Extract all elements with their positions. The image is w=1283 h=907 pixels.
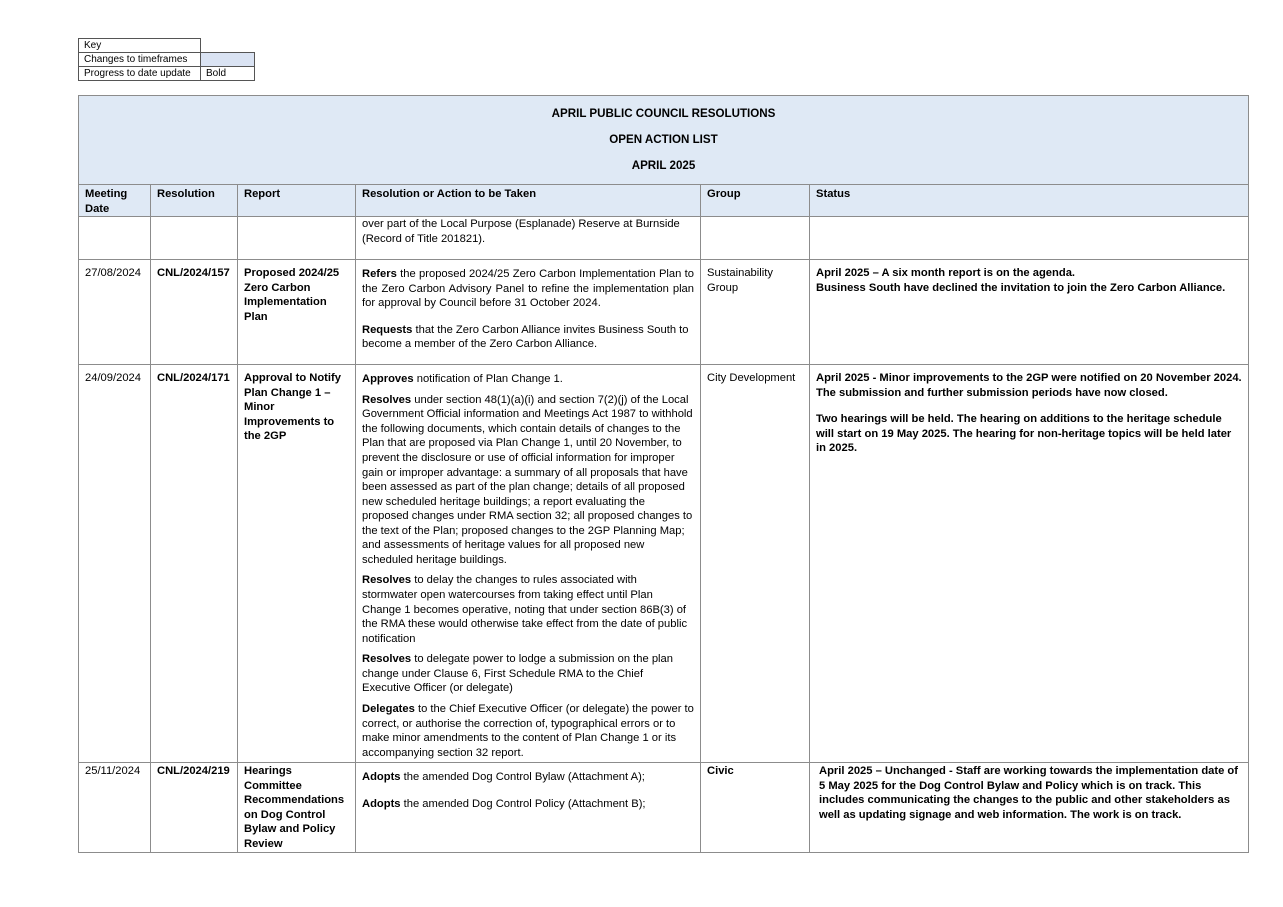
action-text: to the Chief Executive Officer (or delegate) the power to correct, or authorise the correction of, typographical errors or to make minor amendments to the content of Plan Change 1 or its accompanying section 32 report. xyxy=(362,702,694,759)
cell-date xyxy=(79,217,151,260)
action-text: the amended Dog Control Bylaw (Attachment A); xyxy=(400,771,645,784)
status-text: Business South have declined the invitation to join the Zero Carbon Alliance. xyxy=(816,281,1226,294)
action-paragraph xyxy=(362,372,694,387)
action-paragraph xyxy=(362,393,694,568)
cell-report: Proposed 2024/25 Zero Carbon Implementation Plan xyxy=(238,260,356,365)
status-text: April 2025 - Minor improvements to the 2GP were notified on 20 November 2024. The submission and further submission periods have now closed. xyxy=(816,372,1242,399)
key-label-timeframes: Changes to timeframes xyxy=(79,53,201,67)
action-verb: Resolves xyxy=(362,574,412,587)
action-paragraph xyxy=(362,652,694,696)
cell-status xyxy=(810,365,1249,763)
cell-status xyxy=(810,260,1249,365)
action-verb: Resolves xyxy=(362,393,412,406)
key-title: Key xyxy=(79,39,201,53)
header-row xyxy=(79,185,1249,217)
cell-status xyxy=(810,763,1249,852)
action-list-table xyxy=(78,95,1249,853)
cell-date: 25/11/2024 xyxy=(79,763,151,852)
key-label-progress: Progress to date update xyxy=(79,67,201,81)
status-text: Two hearings will be held. The hearing on additions to the heritage schedule will start on 19 May 2025. The hearing for non-heritage topics will be held later in 2025. xyxy=(816,413,1232,455)
banner-title: APRIL PUBLIC COUNCIL RESOLUTIONS xyxy=(551,107,776,120)
cell-action xyxy=(356,763,701,852)
table-row xyxy=(79,763,1249,852)
action-paragraph xyxy=(362,323,694,352)
cell-group: Civic xyxy=(701,763,810,852)
col-resolution: Resolution xyxy=(151,185,238,217)
status-text: April 2025 – A six month report is on the agenda. xyxy=(816,267,1076,280)
action-text: that the Zero Carbon Alliance invites Business South to become a member of the Zero Carbon Alliance. xyxy=(362,323,689,351)
col-action: Resolution or Action to be Taken xyxy=(356,185,701,217)
action-text: the amended Dog Control Policy (Attachment B); xyxy=(400,797,646,810)
action-paragraph xyxy=(362,702,694,760)
action-text: to delegate power to lodge a submission on the plan change under Clause 6, First Schedule RMA to the Chief Executive Officer (or delegate) xyxy=(362,653,673,695)
key-value-progress: Bold xyxy=(201,67,255,81)
cell-group xyxy=(701,217,810,260)
cell-resolution xyxy=(151,217,238,260)
cell-group: City Development xyxy=(701,365,810,763)
cell-date: 27/08/2024 xyxy=(79,260,151,365)
banner-subtitle: OPEN ACTION LIST xyxy=(609,133,718,146)
cell-report: Hearings Committee Recommendations on Dog Control Bylaw and Policy Review xyxy=(238,763,356,852)
cell-resolution: CNL/2024/157 xyxy=(151,260,238,365)
table-row xyxy=(79,217,1249,260)
action-verb: Resolves xyxy=(362,653,412,666)
cell-status xyxy=(810,217,1249,260)
cell-report xyxy=(238,217,356,260)
cell-action xyxy=(356,260,701,365)
status-text: April 2025 – Unchanged - Staff are working towards the implementation date of 5 May 2025 for the Dog Control Bylaw and Policy which is on track. This includes communicating the changes to the public and other stakeholders as well as updating signage and web information. The work is on track. xyxy=(819,765,1238,821)
cell-resolution: CNL/2024/219 xyxy=(151,763,238,852)
action-text: to delay the changes to rules associated with stormwater open watercourses from taking effect until Plan Change 1 becomes operative, noting that under section 86B(3) of the RMA these would otherwise take effect from the date of public notification xyxy=(362,574,688,645)
action-text: the proposed 2024/25 Zero Carbon Implementation Plan to the Zero Carbon Advisory Panel to refine the implementation plan for approval by Council before 31 October 2024. xyxy=(362,268,694,310)
title-banner xyxy=(79,96,1249,185)
cell-action xyxy=(356,365,701,763)
cell-group: Sustainability Group xyxy=(701,260,810,365)
col-status: Status xyxy=(810,185,1249,217)
action-verb: Approves xyxy=(362,373,414,386)
action-paragraph xyxy=(362,573,694,646)
banner-date: APRIL 2025 xyxy=(631,159,696,172)
action-verb: Refers xyxy=(362,268,397,281)
action-text: under section 48(1)(a)(i) and section 7(2)(j) of the Local Government Official information and Meetings Act 1987 to withhold the following documents, which contain details of changes to the Plan that are proposed via Plan Change 1, until 20 November, to prevent the disclosure or use of official information for improper gain or improper advantage: a summary of all proposals that have been assessed as part of the plan change; details of all proposed new scheduled heritage buildings; a report evaluating the proposed changes under RMA section 32; all proposed changes to the text of the Plan; proposed changes to the 2GP Planning Map; and assessments of heritage values for all proposed new scheduled heritage buildings. xyxy=(362,393,693,566)
cell-report: Approval to Notify Plan Change 1 – Minor Improvements to the 2GP xyxy=(238,365,356,763)
action-text: notification of Plan Change 1. xyxy=(413,373,563,386)
cell-action xyxy=(356,217,701,260)
key-table xyxy=(78,38,255,81)
col-meeting-date: Meeting Date xyxy=(79,185,151,217)
key-swatch-timeframes xyxy=(201,53,255,67)
cell-resolution: CNL/2024/171 xyxy=(151,365,238,763)
action-verb: Requests xyxy=(362,323,413,336)
action-paragraph xyxy=(362,797,694,812)
action-text: over part of the Local Purpose (Esplanade) Reserve at Burnside (Record of Title 201821). xyxy=(362,218,680,245)
action-verb: Adopts xyxy=(362,771,401,784)
action-verb: Adopts xyxy=(362,797,401,810)
action-paragraph xyxy=(362,770,694,785)
action-verb: Delegates xyxy=(362,702,415,715)
table-row xyxy=(79,260,1249,365)
action-paragraph xyxy=(362,267,694,311)
cell-date: 24/09/2024 xyxy=(79,365,151,763)
col-group: Group xyxy=(701,185,810,217)
table-row xyxy=(79,365,1249,763)
col-report: Report xyxy=(238,185,356,217)
